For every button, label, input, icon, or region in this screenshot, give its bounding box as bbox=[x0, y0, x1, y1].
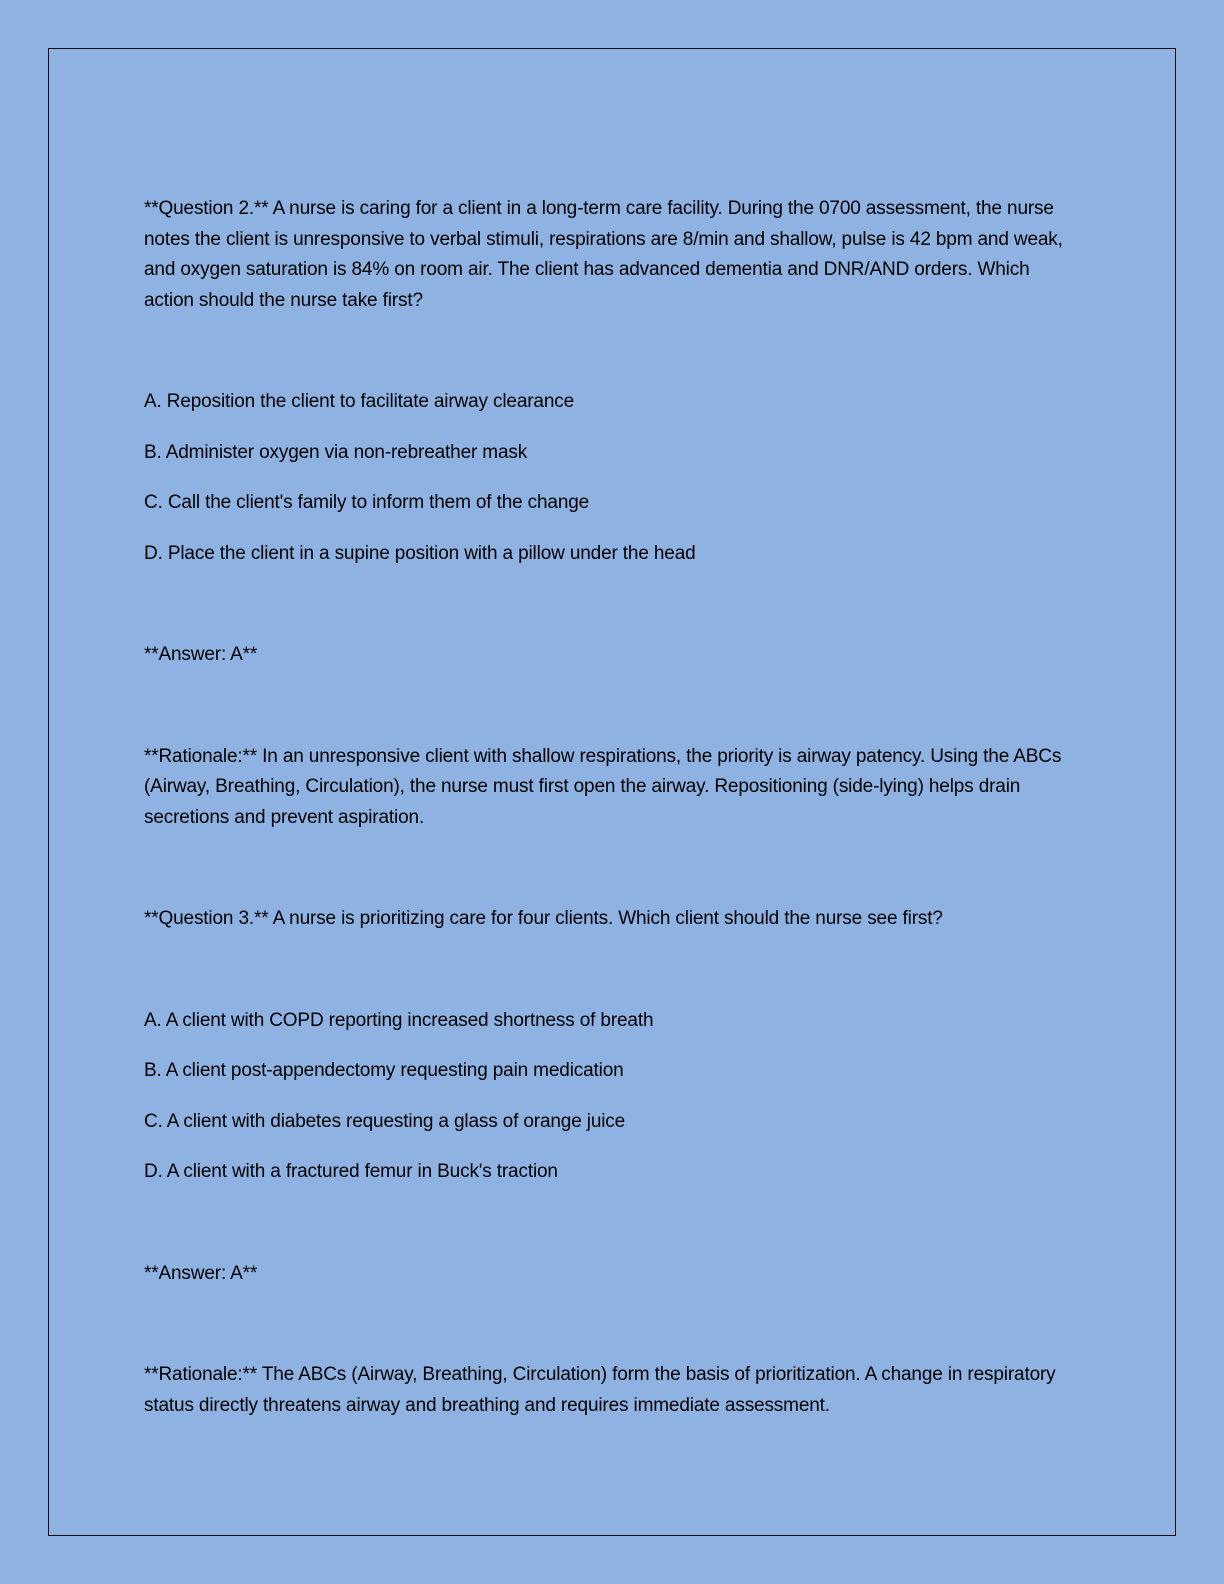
question-3-rationale: **Rationale:** The ABCs (Airway, Breathing, Circulation) form the basis of prioritization. A change in respiratory status directly threatens airway and breathing and requires immediate assessment. bbox=[144, 1364, 1056, 1416]
question-2-option-c: C. Call the client's family to inform them of the change bbox=[144, 492, 590, 513]
question-3-option-a: A. A client with COPD reporting increased shortness of breath bbox=[144, 1009, 654, 1031]
question-2-rationale: **Rationale:** In an unresponsive client with shallow respirations, the priority is airway patency. Using the ABCs (Airway, Breathing, Circulation), the nurse must first open the airway. Repositioning (side-lying) helps drain secretions and prevent aspiration. bbox=[144, 745, 1062, 828]
document-body bbox=[144, 194, 1074, 1492]
question-2-answer: **Answer: A** bbox=[144, 644, 258, 665]
question-3-answer: **Answer: A** bbox=[144, 1262, 258, 1284]
question-3-stem: **Question 3.** A nurse is prioritizing care for four clients. Which client should the nurse see first? bbox=[144, 908, 943, 929]
question-2-option-b: B. Administer oxygen via non-rebreather mask bbox=[144, 441, 528, 463]
question-3-option-c: C. A client with diabetes requesting a glass of orange juice bbox=[144, 1110, 626, 1132]
question-3-option-d: D. A client with a fractured femur in Buck's traction bbox=[144, 1161, 558, 1182]
question-2-option-a: A. Reposition the client to facilitate airway clearance bbox=[144, 391, 575, 412]
question-2-stem: **Question 2.** A nurse is caring for a client in a long-term care facility. During the 0700 assessment, the nurse notes the client is unresponsive to verbal stimuli, respirations are 8/min and shallow, pulse is 42 bpm and weak, and oxygen saturation is 84% on room air. The client has advanced dementia and DNR/AND orders. Which action should the nurse take first? bbox=[144, 198, 1063, 311]
question-3-option-b: B. A client post-appendectomy requesting pain medication bbox=[144, 1060, 624, 1081]
question-2-option-d: D. Place the client in a supine position with a pillow under the head bbox=[144, 542, 696, 564]
